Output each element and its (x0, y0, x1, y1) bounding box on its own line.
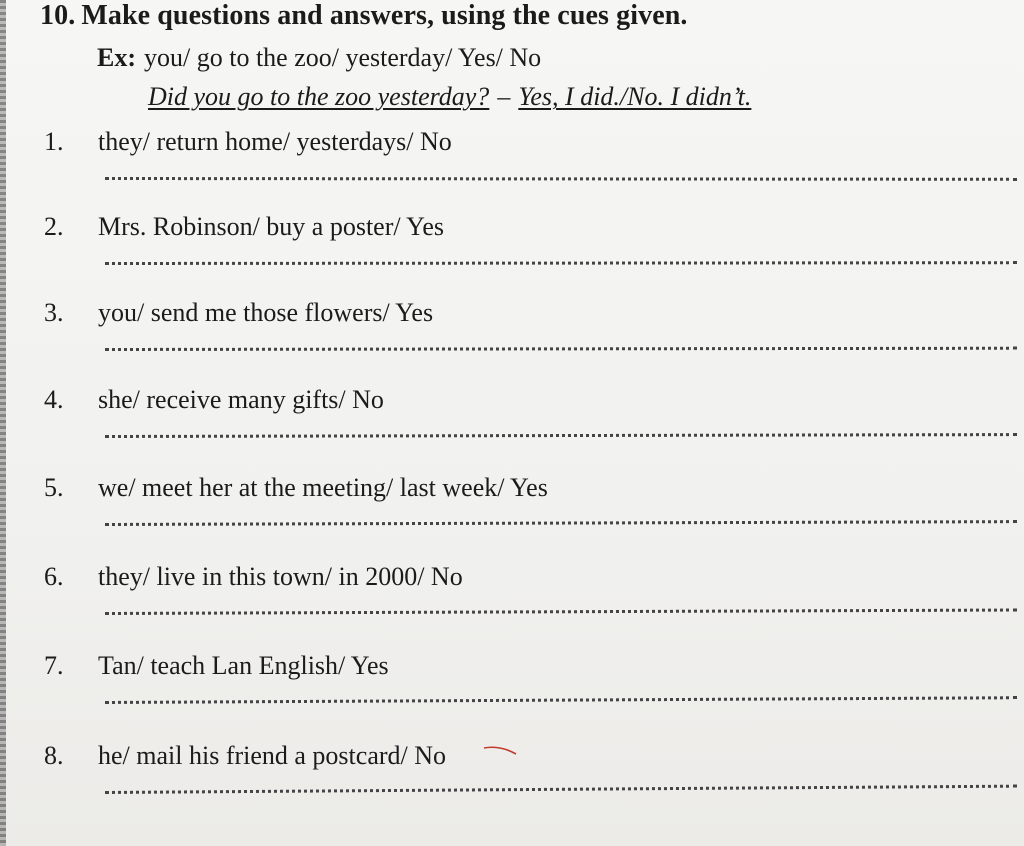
answer-line[interactable] (105, 177, 1017, 181)
item-number: 7. (44, 651, 64, 680)
item-number: 6. (44, 562, 64, 591)
exercise-instruction: Make questions and answers, using the cues given. (81, 0, 688, 31)
item-cue: she/ receive many gifts/ No (98, 385, 384, 414)
answer-line[interactable] (105, 785, 1017, 794)
item-number: 5. (44, 473, 64, 502)
example-cue-line (97, 43, 541, 73)
question-item-4 (0, 385, 1024, 473)
item-number: 4. (44, 385, 64, 414)
item-cue: we/ meet her at the meeting/ last week/ Yes (98, 473, 548, 502)
item-cue: they/ return home/ yesterdays/ No (98, 127, 452, 156)
example-answer-line (148, 82, 751, 112)
question-item-5 (0, 473, 1024, 561)
question-item-7 (0, 651, 1024, 739)
item-cue: you/ send me those flowers/ Yes (98, 298, 434, 327)
answer-line[interactable] (105, 696, 1017, 704)
exercise-heading (40, 0, 688, 32)
item-cue: they/ live in this town/ in 2000/ No (98, 562, 463, 591)
answer-line[interactable] (105, 261, 1017, 265)
pen-mark-icon (480, 744, 520, 758)
item-cue: Tan/ teach Lan English/ Yes (98, 651, 389, 680)
question-item-2 (0, 212, 1024, 300)
item-cue: Mrs. Robinson/ buy a poster/ Yes (98, 212, 444, 241)
example-answer: Yes, I did./No. I didn’t. (518, 82, 752, 111)
item-number: 1. (44, 127, 64, 156)
example-label: Ex: (97, 43, 136, 72)
example-dash: – (497, 82, 511, 111)
question-item-3 (0, 298, 1024, 386)
example-cue: you/ go to the zoo/ yesterday/ Yes/ No (144, 43, 542, 72)
answer-line[interactable] (105, 608, 1017, 615)
item-number: 2. (44, 212, 64, 241)
item-number: 3. (44, 298, 64, 327)
exercise-number: 10. (40, 0, 76, 31)
answer-line[interactable] (105, 520, 1017, 526)
item-cue: he/ mail his friend a postcard/ No (98, 741, 447, 770)
question-item-1 (0, 127, 1024, 215)
example-question: Did you go to the zoo yesterday? (148, 82, 490, 111)
item-number: 8. (44, 741, 64, 770)
answer-line[interactable] (105, 433, 1017, 438)
question-item-6 (0, 562, 1024, 650)
answer-line[interactable] (105, 347, 1017, 351)
